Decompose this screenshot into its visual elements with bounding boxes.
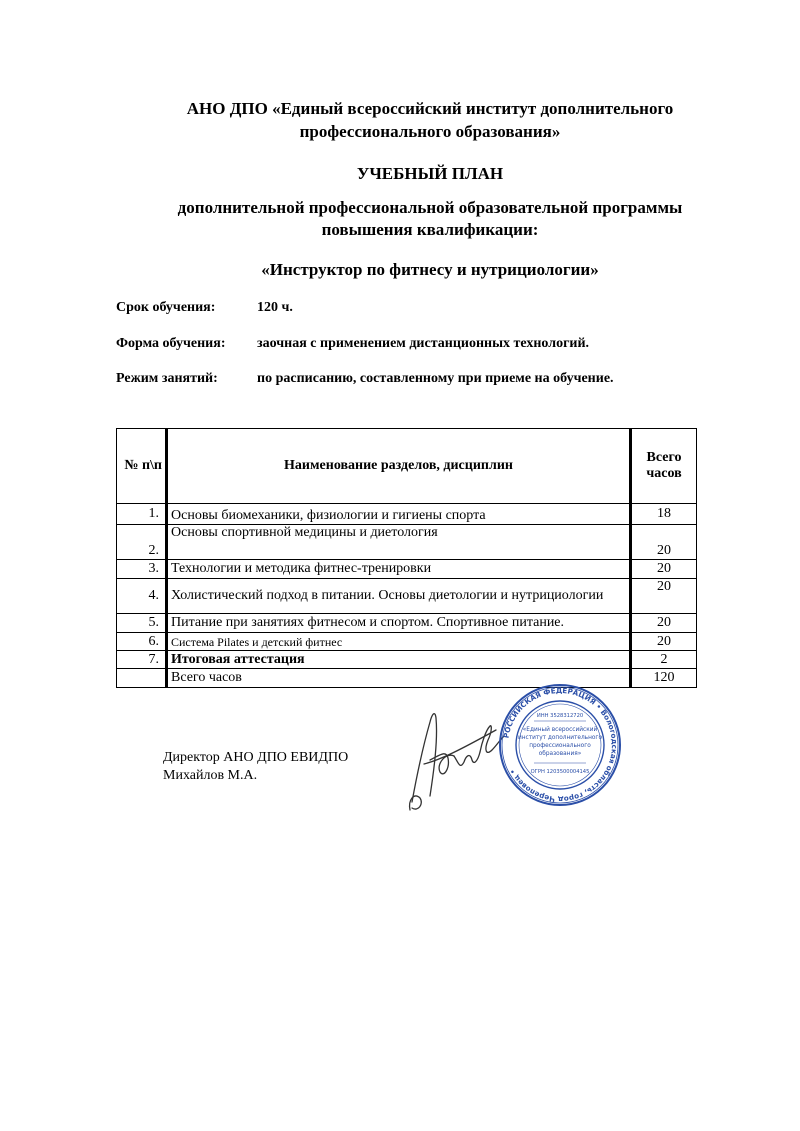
row-number: 6. bbox=[117, 633, 167, 651]
row-hours: 20 bbox=[631, 633, 697, 651]
header-hours-line1: Всего bbox=[646, 450, 682, 465]
plan-title: УЧЕБНЫЙ ПЛАН bbox=[356, 164, 504, 183]
row-hours: 20 bbox=[631, 614, 697, 633]
program-subtitle bbox=[100, 197, 760, 241]
row-hours: 120 bbox=[631, 669, 697, 688]
header-name: Наименование разделов, дисциплин bbox=[167, 429, 631, 504]
form-value: заочная с применением дистанционных технологий. bbox=[257, 336, 590, 351]
handwritten-signature bbox=[400, 700, 510, 815]
row-number bbox=[117, 669, 167, 688]
organization-title-line2: профессионального образования» bbox=[299, 122, 561, 141]
row-hours: 20 bbox=[631, 579, 697, 614]
table-row bbox=[117, 560, 697, 579]
header-number: № п\п bbox=[117, 429, 167, 504]
table-row bbox=[117, 504, 697, 525]
program-subtitle-line1: дополнительной профессиональной образовательной программы bbox=[177, 198, 683, 217]
program-name: «Инструктор по фитнесу и нутрициологии» bbox=[261, 260, 599, 279]
row-number: 5. bbox=[117, 614, 167, 633]
row-name: Технологии и методика фитнес-тренировки bbox=[167, 560, 631, 579]
organization-seal bbox=[498, 683, 622, 807]
row-name: Питание при занятиях фитнесом и спортом. Спортивное питание. bbox=[167, 614, 631, 633]
table-row bbox=[117, 633, 697, 651]
form-label: Форма обучения: bbox=[116, 336, 226, 351]
seal-inner-line3: профессионального bbox=[529, 743, 591, 749]
seal-ogrn: ОГРН 1203500004145 bbox=[530, 769, 590, 775]
header-hours-line2: часов bbox=[646, 466, 682, 481]
director-position: Директор АНО ДПО ЕВИДПО bbox=[163, 750, 349, 765]
organization-title-line1: АНО ДПО «Единый всероссийский институт дополнительного bbox=[186, 99, 674, 118]
seal-inner-line2: институт дополнительного bbox=[517, 735, 603, 741]
organization-title bbox=[100, 97, 760, 143]
header-hours bbox=[631, 429, 697, 504]
curriculum-table bbox=[116, 428, 697, 688]
row-name: Система Pilates и детский фитнес bbox=[167, 633, 631, 651]
table-row bbox=[117, 614, 697, 633]
row-name: Всего часов bbox=[167, 669, 631, 688]
term-label: Срок обучения: bbox=[116, 300, 216, 315]
table-header-row bbox=[117, 429, 697, 504]
seal-outer-text: РОССИЙСКАЯ ФЕДЕРАЦИЯ • Вологодская область, город Череповец • bbox=[501, 685, 620, 805]
table-row bbox=[117, 651, 697, 669]
row-number: 4. bbox=[117, 579, 167, 614]
row-hours: 20 bbox=[631, 525, 697, 560]
seal-inn: ИНН 3528312720 bbox=[536, 713, 584, 719]
row-number: 2. bbox=[117, 525, 167, 560]
signature-block bbox=[163, 749, 348, 785]
seal-inner-line4: образования» bbox=[538, 751, 582, 757]
program-subtitle-line2: повышения квалификации: bbox=[321, 220, 539, 239]
row-name: Основы биомеханики, физиологии и гигиены спорта bbox=[167, 504, 631, 525]
term-value: 120 ч. bbox=[257, 300, 293, 315]
row-hours: 20 bbox=[631, 560, 697, 579]
row-number: 7. bbox=[117, 651, 167, 669]
mode-label: Режим занятий: bbox=[116, 371, 218, 386]
row-hours: 2 bbox=[631, 651, 697, 669]
seal-inner-line1: «Единый всероссийский bbox=[522, 727, 598, 733]
table-row bbox=[117, 579, 697, 614]
row-name: Основы спортивной медицины и диетология bbox=[167, 525, 631, 560]
row-number: 3. bbox=[117, 560, 167, 579]
director-name: Михайлов М.А. bbox=[163, 768, 258, 783]
row-name: Итоговая аттестация bbox=[167, 651, 631, 669]
table-row bbox=[117, 525, 697, 560]
row-name: Холистический подход в питании. Основы диетологии и нутрициологии bbox=[167, 579, 631, 614]
mode-value: по расписанию, составленному при приеме на обучение. bbox=[257, 371, 614, 386]
row-number: 1. bbox=[117, 504, 167, 525]
row-hours: 18 bbox=[631, 504, 697, 525]
